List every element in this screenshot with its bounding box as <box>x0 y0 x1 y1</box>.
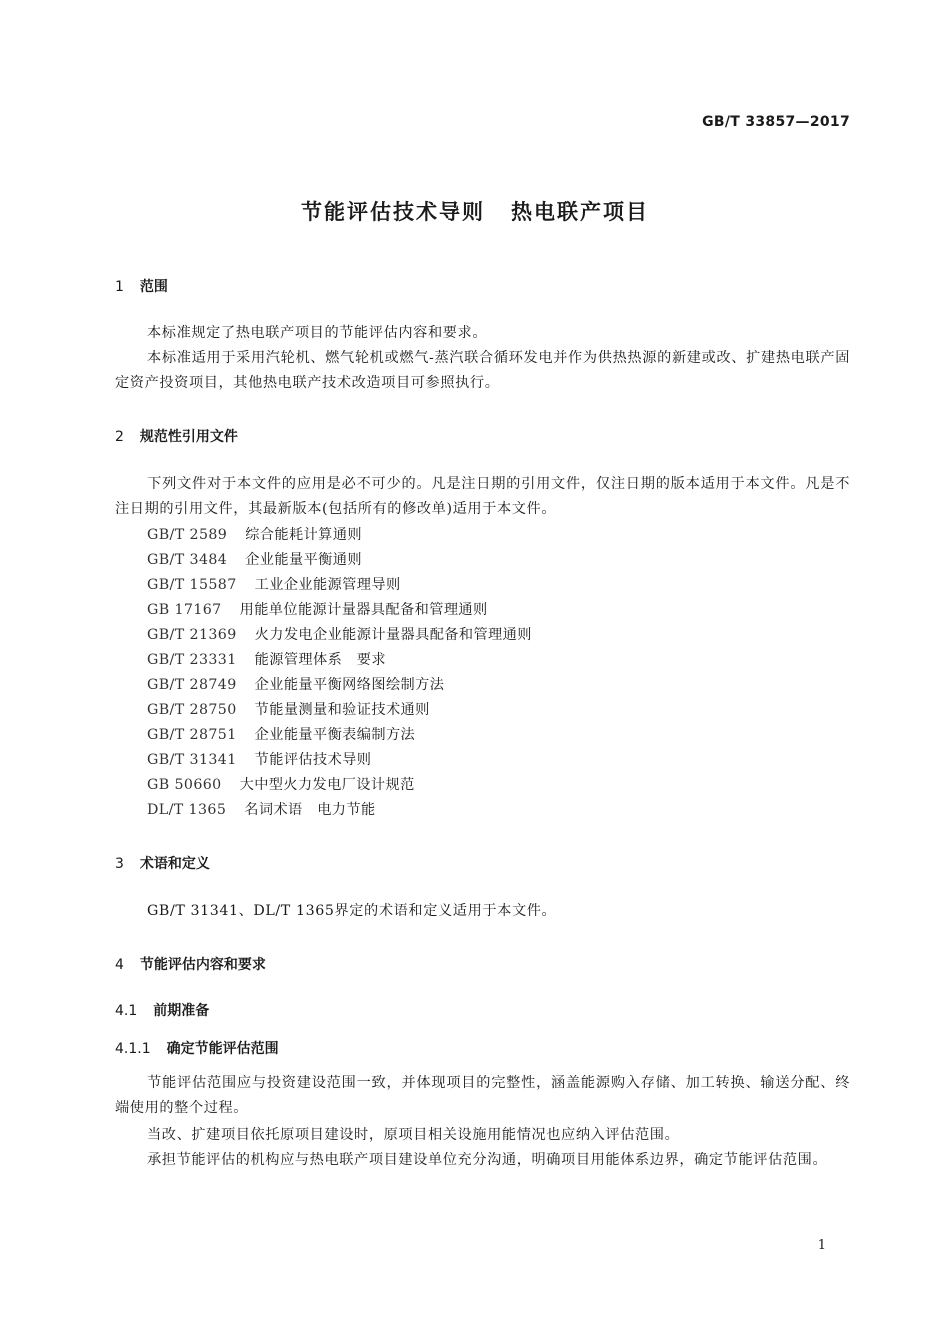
reference-item: GB/T 21369 火力发电企业能源计量器具配备和管理通则 <box>147 627 532 643</box>
section-number: 4.1.1 <box>115 1041 151 1057</box>
standard-number: GB/T 33857—2017 <box>702 114 850 130</box>
section-2-paragraph-1: 下列文件对于本文件的应用是必不可少的。凡是注日期的引用文件，仅注日期的版本适用于本文件。凡是不注日期的引用文件，其最新版本(包括所有的修改单)适用于本文件。 <box>115 476 850 517</box>
section-number: 1 <box>115 279 124 295</box>
document-title <box>0 196 950 226</box>
reference-item: GB/T 28749 企业能量平衡网络图绘制方法 <box>147 677 445 693</box>
section-1-paragraph-2: 本标准适用于采用汽轮机、燃气轮机或燃气-蒸汽联合循环发电并作为供热热源的新建或改、扩建热电联产固定资产投资项目，其他热电联产技术改造项目可参照执行。 <box>115 350 850 391</box>
section-2-heading <box>115 426 238 446</box>
section-title: 确定节能评估范围 <box>166 1041 279 1057</box>
section-number: 4 <box>115 957 124 973</box>
section-4-1-heading <box>115 1000 209 1020</box>
section-title: 术语和定义 <box>139 856 210 872</box>
section-4-1-1-paragraph-3: 承担节能评估的机构应与热电联产项目建设单位充分沟通，明确项目用能体系边界，确定节能评估范围。 <box>147 1152 828 1168</box>
section-number: 4.1 <box>115 1003 138 1019</box>
reference-item: GB/T 15587 工业企业能源管理导则 <box>147 577 401 593</box>
section-1-paragraph-1: 本标准规定了热电联产项目的节能评估内容和要求。 <box>147 325 488 341</box>
section-1-heading <box>115 276 168 296</box>
title-part-1: 节能评估技术导则 <box>301 200 485 224</box>
reference-item: GB 17167 用能单位能源计量器具配备和管理通则 <box>147 602 488 618</box>
section-3-paragraph-1: GB/T 31341、DL/T 1365界定的术语和定义适用于本文件。 <box>147 903 557 919</box>
page-number: 1 <box>817 1238 826 1253</box>
reference-item: GB 50660 大中型火力发电厂设计规范 <box>147 777 415 793</box>
section-4-1-1-heading <box>115 1038 279 1058</box>
reference-item: GB/T 3484 企业能量平衡通则 <box>147 552 362 568</box>
section-title: 节能评估内容和要求 <box>139 957 266 973</box>
section-4-heading <box>115 954 266 974</box>
reference-item: GB/T 28751 企业能量平衡表编制方法 <box>147 727 416 743</box>
reference-item: GB/T 23331 能源管理体系 要求 <box>147 652 386 668</box>
section-3-heading <box>115 853 210 873</box>
reference-item: GB/T 2589 综合能耗计算通则 <box>147 527 362 543</box>
section-4-1-1-paragraph-2: 当改、扩建项目依托原项目建设时，原项目相关设施用能情况也应纳入评估范围。 <box>147 1127 680 1143</box>
section-title: 规范性引用文件 <box>139 429 238 445</box>
section-4-1-1-paragraph-1: 节能评估范围应与投资建设范围一致，并体现项目的完整性，涵盖能源购入存储、加工转换、输送分配、终端使用的整个过程。 <box>115 1075 850 1116</box>
section-title: 范围 <box>139 279 168 295</box>
reference-item: GB/T 28750 节能量测量和验证技术通则 <box>147 702 430 718</box>
section-number: 3 <box>115 856 124 872</box>
reference-item: DL/T 1365 名词术语 电力节能 <box>147 802 376 818</box>
title-part-2: 热电联产项目 <box>511 200 649 224</box>
section-title: 前期准备 <box>153 1003 210 1019</box>
reference-item: GB/T 31341 节能评估技术导则 <box>147 752 372 768</box>
section-number: 2 <box>115 429 124 445</box>
